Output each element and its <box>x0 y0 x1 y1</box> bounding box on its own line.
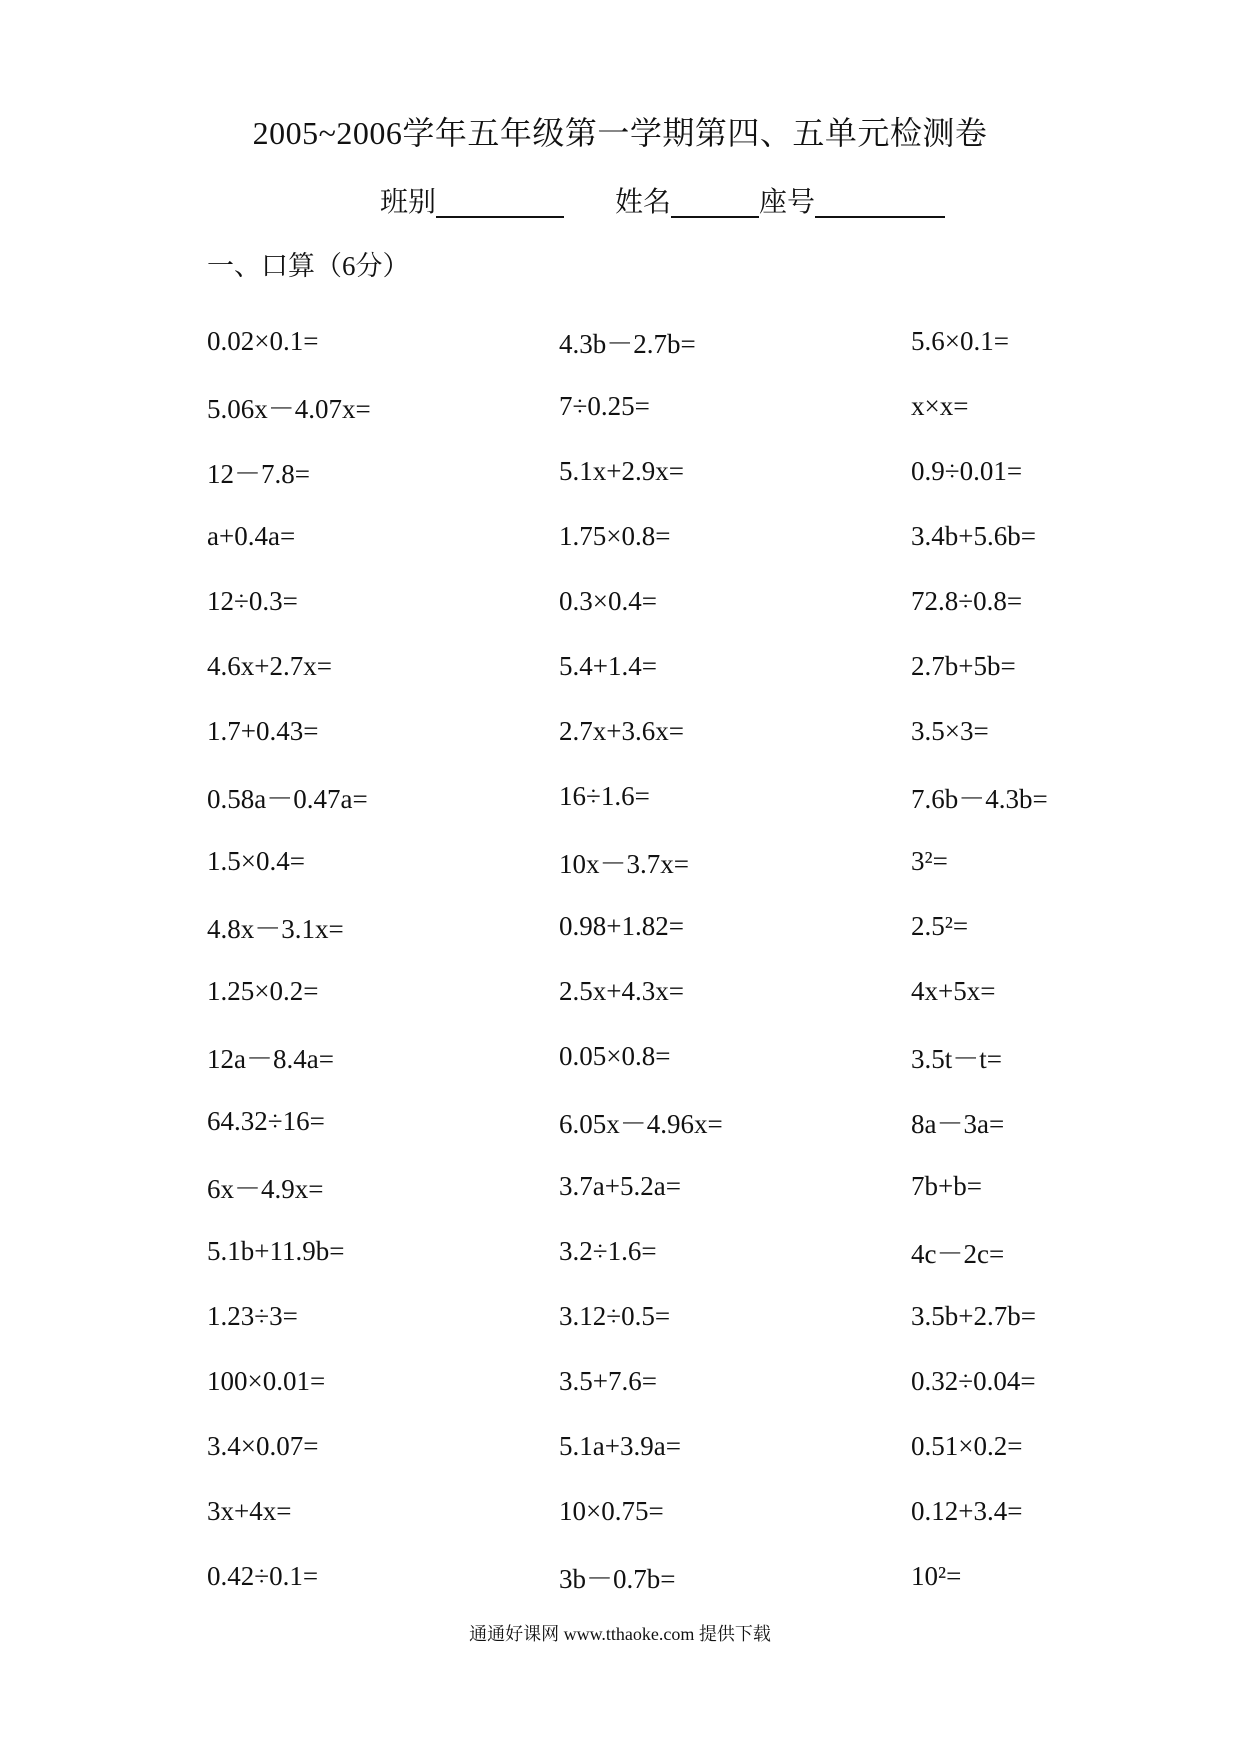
problem-item: 5.4+1.4= <box>559 651 657 681</box>
problem-item: 7b+b= <box>911 1171 982 1201</box>
problem-row <box>207 1154 1107 1219</box>
problem-item: 100×0.01= <box>207 1366 326 1396</box>
problem-item: 12－7.8= <box>207 459 310 489</box>
problem-item: 4.8x－3.1x= <box>207 914 344 944</box>
problem-row <box>207 634 1107 699</box>
problem-item: 3.2÷1.6= <box>559 1236 657 1266</box>
problem-row <box>207 374 1107 439</box>
mental-math-problem-grid <box>207 309 1107 1609</box>
problem-row <box>207 1349 1107 1414</box>
problem-row <box>207 894 1107 959</box>
problem-row <box>207 699 1107 764</box>
problem-item: 2.7b+5b= <box>911 651 1016 681</box>
problem-item: 0.58a－0.47a= <box>207 784 368 814</box>
problem-item: 16÷1.6= <box>559 781 650 811</box>
problem-item: 4c－2c= <box>911 1239 1005 1269</box>
problem-item: 5.1b+11.9b= <box>207 1236 345 1266</box>
problem-item: 2.7x+3.6x= <box>559 716 684 746</box>
problem-item: 3.4b+5.6b= <box>911 521 1036 551</box>
problem-item: 4x+5x= <box>911 976 996 1006</box>
problem-item: 0.9÷0.01= <box>911 456 1023 486</box>
problem-item: 1.25×0.2= <box>207 976 319 1006</box>
footer-credit: 通通好课网 www.tthaoke.com 提供下载 <box>469 1624 771 1644</box>
problem-item: 0.02×0.1= <box>207 326 319 356</box>
problem-item: 12a－8.4a= <box>207 1044 334 1074</box>
problem-item: 10²= <box>911 1561 962 1591</box>
problem-item: 3.5t－t= <box>911 1044 1002 1074</box>
problem-item: 0.3×0.4= <box>559 586 657 616</box>
problem-item: 5.1x+2.9x= <box>559 456 684 486</box>
problem-row <box>207 829 1107 894</box>
section-heading: 一、口算（6分） <box>207 251 410 281</box>
problem-item: 3.7a+5.2a= <box>559 1171 681 1201</box>
problem-item: 5.1a+3.9a= <box>559 1431 681 1461</box>
problem-item: 5.06x－4.07x= <box>207 394 371 424</box>
problem-item: 10×0.75= <box>559 1496 664 1526</box>
problem-item: 7÷0.25= <box>559 391 650 421</box>
problem-item: 0.05×0.8= <box>559 1041 671 1071</box>
problem-item: 8a－3a= <box>911 1109 1005 1139</box>
problem-item: 3.5b+2.7b= <box>911 1301 1036 1331</box>
problem-row <box>207 504 1107 569</box>
problem-item: 1.5×0.4= <box>207 846 305 876</box>
problem-item: 1.7+0.43= <box>207 716 319 746</box>
problem-row <box>207 1544 1107 1609</box>
problem-item: 1.75×0.8= <box>559 521 671 551</box>
problem-row <box>207 1284 1107 1349</box>
problem-item: 4.3b－2.7b= <box>559 329 696 359</box>
name-blank <box>671 186 759 218</box>
problem-row <box>207 1479 1107 1544</box>
problem-row <box>207 1219 1107 1284</box>
problem-item: 0.42÷0.1= <box>207 1561 319 1591</box>
problem-item: 3.5×3= <box>911 716 989 746</box>
problem-item: 6.05x－4.96x= <box>559 1109 723 1139</box>
problem-item: 3b－0.7b= <box>559 1564 676 1594</box>
problem-row <box>207 309 1107 374</box>
problem-item: 3.12÷0.5= <box>559 1301 671 1331</box>
problem-row <box>207 569 1107 634</box>
problem-row <box>207 1024 1107 1089</box>
problem-item: 0.98+1.82= <box>559 911 684 941</box>
class-blank <box>436 186 564 218</box>
problem-item: 0.32÷0.04= <box>911 1366 1036 1396</box>
problem-row <box>207 764 1107 829</box>
problem-item: 1.23÷3= <box>207 1301 298 1331</box>
problem-item: 3.4×0.07= <box>207 1431 319 1461</box>
problem-item: 0.12+3.4= <box>911 1496 1023 1526</box>
problem-item: 3.5+7.6= <box>559 1366 657 1396</box>
problem-item: a+0.4a= <box>207 521 296 551</box>
class-label: 班别 <box>380 187 437 218</box>
problem-item: 5.6×0.1= <box>911 326 1009 356</box>
problem-row <box>207 1414 1107 1479</box>
student-info-line <box>380 180 945 220</box>
seat-label: 座号 <box>759 187 816 218</box>
problem-item: 6x－4.9x= <box>207 1174 324 1204</box>
problem-item: 10x－3.7x= <box>559 849 689 879</box>
problem-row <box>207 959 1107 1024</box>
problem-row <box>207 1089 1107 1154</box>
problem-item: 2.5x+4.3x= <box>559 976 684 1006</box>
problem-item: x×x= <box>911 391 969 421</box>
problem-item: 72.8÷0.8= <box>911 586 1023 616</box>
problem-item: 7.6b－4.3b= <box>911 784 1048 814</box>
problem-item: 3x+4x= <box>207 1496 292 1526</box>
problem-item: 64.32÷16= <box>207 1106 325 1136</box>
problem-item: 2.5²= <box>911 911 969 941</box>
problem-item: 12÷0.3= <box>207 586 298 616</box>
problem-row <box>207 439 1107 504</box>
problem-item: 0.51×0.2= <box>911 1431 1023 1461</box>
problem-item: 3²= <box>911 846 948 876</box>
problem-item: 4.6x+2.7x= <box>207 651 332 681</box>
page-title: 2005~2006学年五年级第一学期第四、五单元检测卷 <box>252 115 988 151</box>
name-label: 姓名 <box>615 187 672 218</box>
seat-blank <box>815 186 945 218</box>
